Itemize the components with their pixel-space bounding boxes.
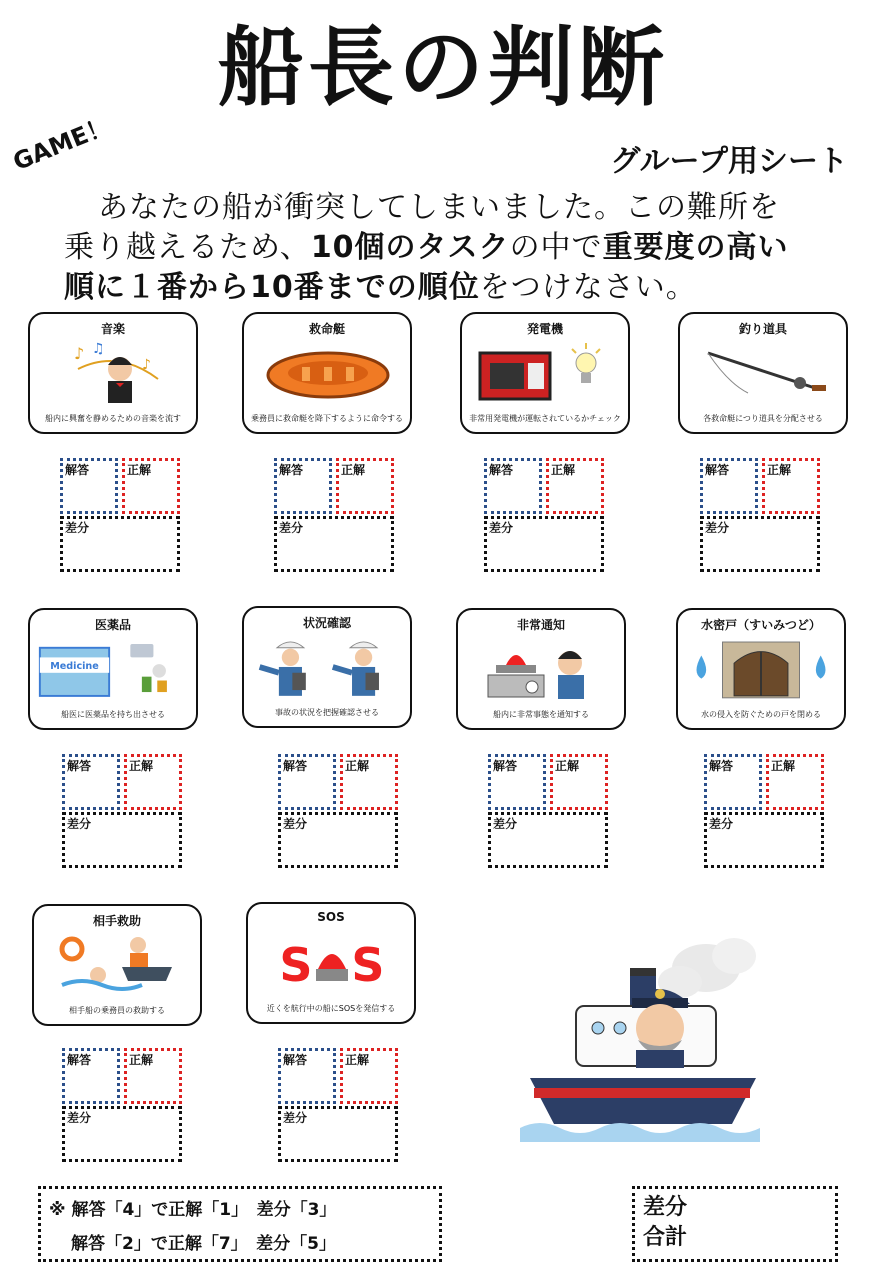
diff-box[interactable]: [484, 516, 604, 572]
answer-box-label: 解答: [67, 759, 92, 773]
lifeboat-icon: [250, 338, 404, 406]
task-card-title: 相手救助: [92, 914, 141, 928]
diff-box-label: 差分: [67, 817, 92, 831]
diff-box-label: 差分: [67, 1111, 92, 1125]
task-card-description: 相手船の乗務員の救助する: [69, 1006, 165, 1015]
answer-box[interactable]: [274, 458, 332, 514]
task-card-title: 発電機: [526, 322, 563, 336]
correct-box-label: 正解: [551, 463, 576, 477]
task-card: [28, 608, 198, 730]
correct-box-label: 正解: [345, 1053, 370, 1067]
correct-box-label: 正解: [767, 463, 792, 477]
task-card: [676, 608, 846, 730]
page-subtitle: グループ用シート: [610, 144, 848, 179]
task-card-title: 非常通知: [516, 618, 565, 632]
instructions-line-1: あなたの船が衝突してしまいました。この難所を: [98, 190, 780, 225]
diff-box-label: 差分: [705, 521, 730, 535]
correct-box[interactable]: [340, 754, 398, 810]
answer-box-label: 解答: [67, 1053, 92, 1067]
diff-box[interactable]: [700, 516, 820, 572]
correct-box[interactable]: [766, 754, 824, 810]
task-card: [460, 312, 630, 434]
answer-box[interactable]: [484, 458, 542, 514]
diff-box-label: 差分: [493, 817, 518, 831]
correct-box[interactable]: [124, 1048, 182, 1104]
example-note-line-2: 解答「2」で正解「7」 差分「5」: [71, 1234, 336, 1254]
workers-icon: [250, 632, 404, 700]
answer-box-label: 解答: [283, 759, 308, 773]
task-card: [32, 904, 202, 1026]
correct-box-label: 正解: [555, 759, 580, 773]
correct-box-label: 正解: [129, 1053, 154, 1067]
task-card-description: 各救命艇につり道具を分配させる: [703, 414, 823, 423]
answer-box-label: 解答: [489, 463, 514, 477]
sos-icon: [254, 928, 408, 996]
game-label: GAME！: [9, 111, 115, 177]
sos-letter-s2: S: [351, 938, 385, 992]
instructions-line-2: 乗り越えるため、10個のタスクの中で重要度の高い: [64, 230, 789, 265]
task-card-title: 医薬品: [94, 618, 131, 632]
watertight-door-icon: [684, 634, 838, 702]
answer-box-label: 解答: [279, 463, 304, 477]
diff-box-label: 差分: [279, 521, 304, 535]
rescue-icon: [40, 930, 194, 998]
correct-box[interactable]: [336, 458, 394, 514]
answer-box-label: 解答: [705, 463, 730, 477]
answer-box[interactable]: [700, 458, 758, 514]
instructions-line-3: 順に１番から10番までの順位をつけなさい。: [64, 270, 697, 305]
diff-box[interactable]: [62, 812, 182, 868]
task-card: [242, 606, 412, 728]
correct-box-label: 正解: [341, 463, 366, 477]
task-card-description: 水の侵入を防ぐための戸を閉める: [701, 710, 821, 719]
correct-box[interactable]: [124, 754, 182, 810]
answer-box-label: 解答: [283, 1053, 308, 1067]
captain-ship-icon: [520, 928, 770, 1158]
conductor-icon: [36, 338, 190, 406]
task-card-description: 近くを航行中の船にSOSを発信する: [266, 1004, 396, 1013]
diff-box[interactable]: [704, 812, 824, 868]
page-title: 船長の判断: [218, 18, 668, 118]
answer-box-label: 解答: [709, 759, 734, 773]
task-card: [456, 608, 626, 730]
task-card-title: 釣り道具: [738, 322, 787, 336]
generator-icon: [468, 338, 622, 406]
answer-box-label: 解答: [493, 759, 518, 773]
answer-box[interactable]: [62, 1048, 120, 1104]
svg-text:♫: ♫: [92, 341, 105, 357]
task-card: [246, 902, 416, 1024]
task-card: [28, 312, 198, 434]
answer-box-label: 解答: [65, 463, 90, 477]
task-card-description: 非常用発電機が運転されているかチェック: [469, 414, 621, 423]
diff-box[interactable]: [62, 1106, 182, 1162]
answer-box[interactable]: [278, 754, 336, 810]
correct-box-label: 正解: [345, 759, 370, 773]
svg-text:♪: ♪: [74, 344, 85, 363]
alarm-icon: [464, 634, 618, 702]
medicine-box-label: Medicine: [50, 660, 99, 672]
example-note: [38, 1186, 442, 1262]
correct-box-label: 正解: [771, 759, 796, 773]
diff-box[interactable]: [278, 1106, 398, 1162]
task-card-title: 状況確認: [302, 616, 351, 630]
answer-box[interactable]: [62, 754, 120, 810]
diff-box[interactable]: [60, 516, 180, 572]
diff-box-label: 差分: [489, 521, 514, 535]
task-card-title: SOS: [317, 910, 345, 924]
task-card-title: 水密戸（すいみつど）: [701, 618, 821, 632]
task-card-title: 救命艇: [308, 322, 345, 336]
task-card-description: 船医に医薬品を持ち出させる: [61, 710, 165, 719]
task-card-title: 音楽: [100, 322, 125, 336]
task-card: [678, 312, 848, 434]
task-card-description: 船内に非常事態を通知する: [493, 710, 589, 719]
answer-box[interactable]: [60, 458, 118, 514]
example-note-line-1: ※ 解答「4」で正解「1」 差分「3」: [49, 1200, 337, 1220]
medicine-icon: [36, 634, 190, 702]
correct-box[interactable]: [122, 458, 180, 514]
answer-box[interactable]: [278, 1048, 336, 1104]
diff-box[interactable]: [488, 812, 608, 868]
diff-total-label-1: 差分: [643, 1195, 688, 1220]
correct-box[interactable]: [762, 458, 820, 514]
correct-box-label: 正解: [127, 463, 152, 477]
correct-box[interactable]: [340, 1048, 398, 1104]
task-card-description: 事故の状況を把握確認させる: [275, 708, 379, 717]
diff-total-label-2: 合計: [643, 1225, 688, 1250]
instructions: [64, 188, 844, 308]
diff-box-label: 差分: [283, 817, 308, 831]
svg-text:♪: ♪: [142, 357, 151, 373]
correct-box[interactable]: [550, 754, 608, 810]
task-card: [242, 312, 412, 434]
task-card-description: 船内に興奮を静めるための音楽を流す: [45, 414, 181, 423]
diff-box[interactable]: [278, 812, 398, 868]
diff-box-label: 差分: [283, 1111, 308, 1125]
diff-box-label: 差分: [65, 521, 90, 535]
correct-box[interactable]: [546, 458, 604, 514]
answer-box[interactable]: [704, 754, 762, 810]
diff-box-label: 差分: [709, 817, 734, 831]
diff-total-field[interactable]: [632, 1186, 838, 1262]
diff-box[interactable]: [274, 516, 394, 572]
sos-letter-s1: S: [279, 938, 313, 992]
task-card-description: 乗務員に救命艇を降下するように命令する: [251, 414, 403, 423]
fishing-rod-icon: [686, 338, 840, 406]
answer-box[interactable]: [488, 754, 546, 810]
correct-box-label: 正解: [129, 759, 154, 773]
